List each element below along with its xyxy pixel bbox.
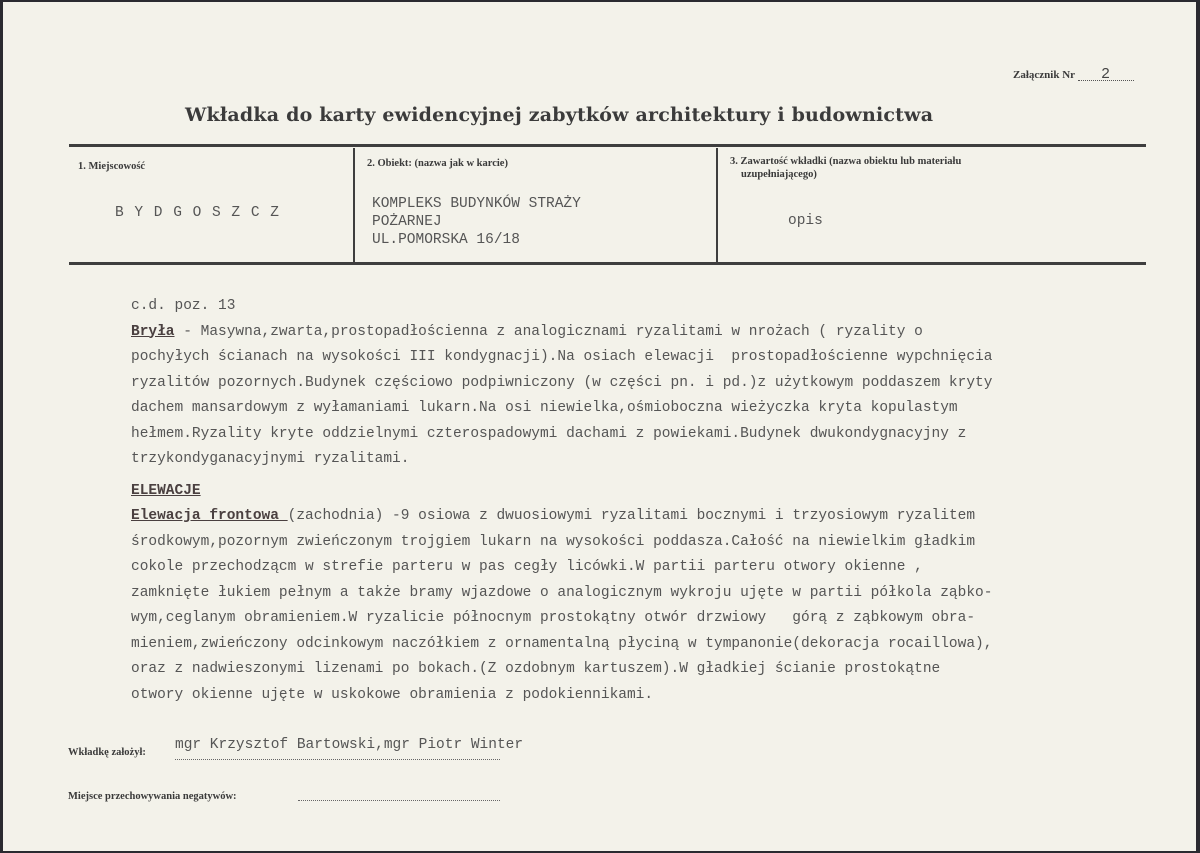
header-top-rule [69, 144, 1146, 147]
description-body [131, 294, 1131, 708]
author-dotted-line [175, 758, 500, 760]
elewacje-line: cokole przechodzącm w strefie parteru w pas cegły licówki.W partii parteru otwory okienne , [131, 559, 923, 575]
bryla-line: trzykondyganacyjnymi ryzalitami. [131, 451, 410, 467]
bryla-line: Bryła - Masywna,zwarta,prostopadłościenna z analogicznami ryzalitami w nrożach ( ryzality o [131, 323, 923, 340]
elewacje-line: otwory okienne ujęte w uskokowe obramienia z podokiennikami. [131, 686, 654, 703]
elewacje-line: Elewacja frontowa (zachodnia) -9 osiowa z dwuosiowymi ryzalitami bocznymi i trzyosiowym ryzalitem [131, 508, 976, 524]
elewacje-line: oraz z nadwieszonymi lizenami po bokach.(Z ozdobnym kartuszem).W gładkiej ścianie prostokątne [131, 661, 941, 677]
negatives-label: Miejsce przechowywania negatywów: [68, 791, 237, 802]
header-bottom-rule [69, 262, 1146, 265]
annex-number [1013, 65, 1134, 82]
elewacje-heading-line [131, 479, 1131, 505]
object-value-line-2: POŻARNEJ [372, 214, 442, 230]
elewacje-line: środkowym,pozornym zwieńczonym trojgiem lukarn na wysokości poddasza.Całość na niewielkim gładkim [131, 533, 976, 550]
elewacje-line: zamknięte łukiem pełnym a także bramy wjazdowe o analogicznym wykroju ujęte w partii półkola ząbko- [131, 584, 993, 601]
elewacja-frontowa-heading: Elewacja frontowa [131, 508, 288, 524]
negatives-dotted-line [298, 799, 500, 801]
bryla-line: pochyłych ścianach na wysokości III kondygnacji).Na osiach elewacji prostopadłościenne wypchnięcia [131, 349, 993, 365]
contents-value: opis [788, 213, 823, 229]
bryla-line: hełmem.Ryzality kryte oddzielnymi czterospadowymi dachami z powiekami.Budynek dwukondygnacyjny z [131, 425, 967, 442]
annex-number-value: 2 [1078, 68, 1134, 81]
locality-label: 1. Miejscowość [78, 161, 146, 172]
form-sheet [3, 2, 1196, 851]
elewacje-line: mieniem,zwieńczony odcinkowym naczółkiem z ornamentalną płyciną w tympanonie(dekoracja rocaillowa), [131, 635, 993, 652]
bryla-heading: Bryła [131, 323, 175, 340]
contents-label-line-2: uzupełniającego) [741, 169, 817, 180]
elewacje-heading: ELEWACJE [131, 482, 201, 499]
bryla-line: ryzalitów pozornych.Budynek częściowo podpiwniczony (w części pn. i pd.)z użytkowym poddaszem kryty [131, 374, 993, 391]
contents-label-line-1: 3. Zawartość wkładki (nazwa obiektu lub materiału [730, 156, 962, 167]
annex-label: Załącznik Nr [1013, 69, 1075, 81]
continuation-note: c.d. poz. 13 [131, 298, 236, 314]
author-value: mgr Krzysztof Bartowski,mgr Piotr Winter [175, 737, 524, 753]
form-title: Wkładka do karty ewidencyjnej zabytków architektury i budownictwa [185, 104, 934, 126]
locality-value: B Y D G O S Z C Z [115, 205, 280, 221]
elewacje-line: wym,ceglanym obramieniem.W ryzalicie północnym prostokątny otwór drzwiowy górą z ząbkowym obra- [131, 610, 976, 626]
object-value-line-3: UL.POMORSKA 16/18 [372, 232, 520, 248]
column-divider-1 [353, 148, 355, 264]
author-label: Wkładkę założył: [68, 747, 146, 758]
object-value-line-1: KOMPLEKS BUDYNKÓW STRAŻY [372, 196, 581, 212]
column-divider-2 [716, 148, 718, 264]
object-label: 2. Obiekt: (nazwa jak w karcie) [367, 158, 508, 169]
bryla-line: dachem mansardowym z wyłamaniami lukarn.Na osi niewielka,ośmioboczna wieżyczka kryta kopulastym [131, 400, 958, 416]
